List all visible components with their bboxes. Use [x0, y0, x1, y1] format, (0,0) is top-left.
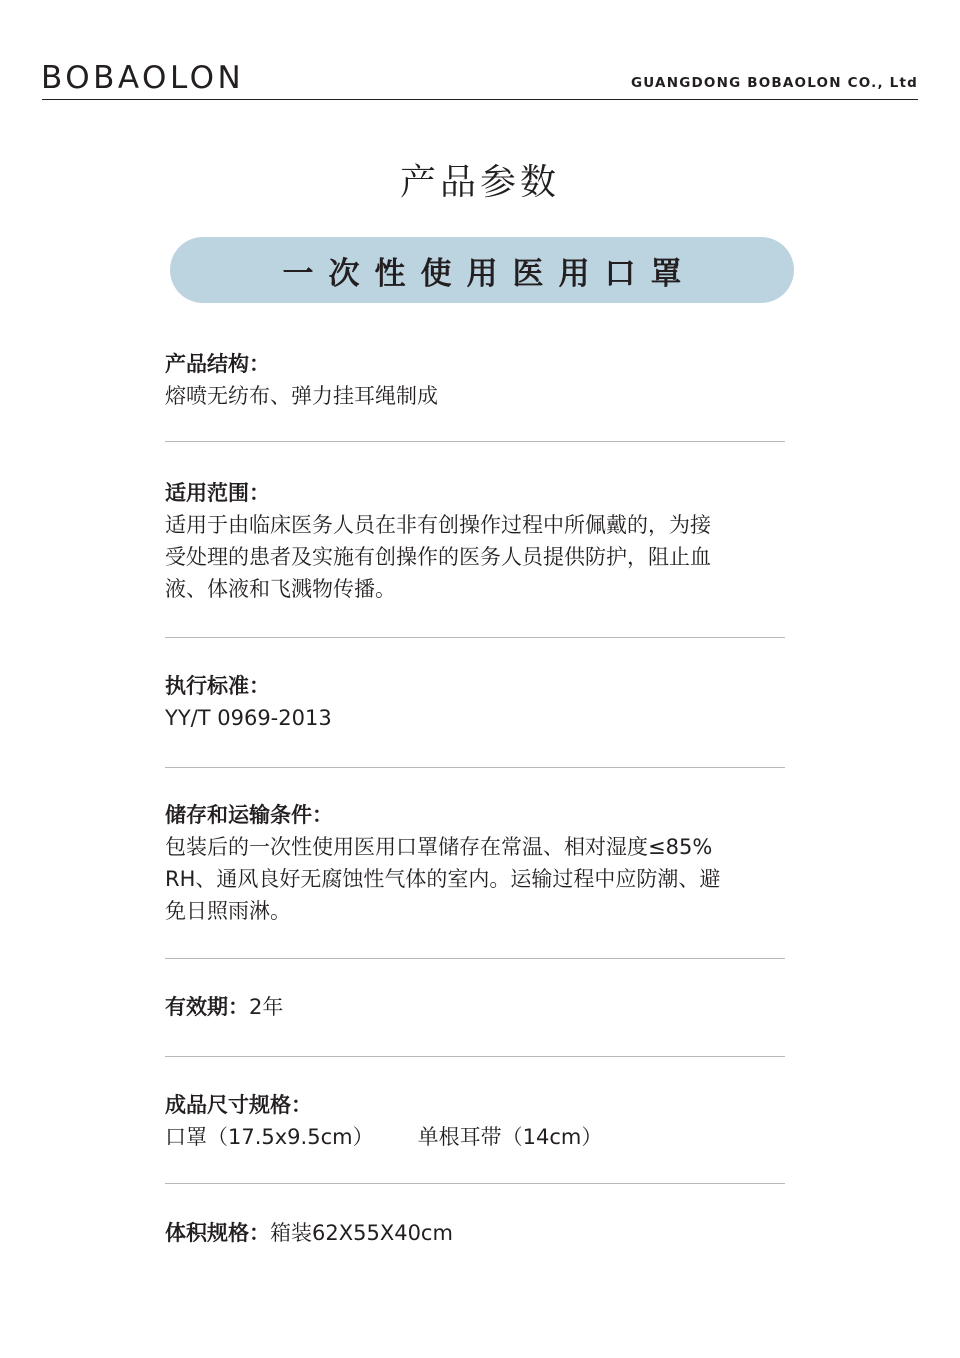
mask-size: 口罩（17.5x9.5cm）	[165, 1125, 374, 1149]
storage-line: RH、通风良好无腐蚀性气体的室内。运输过程中应防潮、避	[165, 867, 721, 891]
standard-text: YY/T 0969-2013	[165, 706, 332, 730]
page-title: 产品参数	[399, 162, 560, 203]
section-size	[165, 1089, 797, 1153]
standard-label: 执行标准：	[165, 674, 270, 698]
validity-value: 2年	[249, 995, 284, 1019]
scope-line: 液、体液和飞溅物传播。	[165, 577, 396, 601]
earloop-size: 单根耳带（14cm）	[417, 1125, 603, 1149]
scope-line: 受处理的患者及实施有创操作的医务人员提供防护，阻止血	[165, 545, 711, 569]
section-scope	[165, 477, 797, 605]
section-divider	[165, 958, 785, 959]
storage-label: 储存和运输条件：	[165, 803, 333, 827]
brand-logo: BOBAOLON	[41, 60, 245, 96]
section-divider	[165, 637, 785, 638]
volume-value: 箱装62X55X40cm	[270, 1221, 453, 1245]
section-storage	[165, 799, 797, 927]
header-divider	[42, 99, 918, 100]
section-divider	[165, 1056, 785, 1057]
validity-label: 有效期：	[165, 995, 249, 1019]
section-validity	[165, 991, 797, 1023]
section-volume	[165, 1217, 797, 1249]
section-divider	[165, 767, 785, 768]
section-standard	[165, 670, 797, 734]
company-name: GUANGDONG BOBAOLON CO., Ltd	[631, 75, 918, 91]
section-divider	[165, 441, 785, 442]
size-label: 成品尺寸规格：	[165, 1093, 312, 1117]
scope-label: 适用范围：	[165, 481, 270, 505]
volume-label: 体积规格：	[165, 1221, 270, 1245]
section-structure	[165, 348, 797, 412]
storage-line: 包装后的一次性使用医用口罩储存在常温、相对湿度≤85%	[165, 835, 713, 859]
product-name: 一次性使用医用口罩	[282, 255, 697, 292]
storage-line: 免日照雨淋。	[165, 899, 291, 923]
section-divider	[165, 1183, 785, 1184]
structure-text: 熔喷无纺布、弹力挂耳绳制成	[165, 384, 438, 408]
product-banner	[170, 237, 794, 303]
structure-label: 产品结构：	[165, 352, 270, 376]
scope-line: 适用于由临床医务人员在非有创操作过程中所佩戴的，为接	[165, 513, 711, 537]
